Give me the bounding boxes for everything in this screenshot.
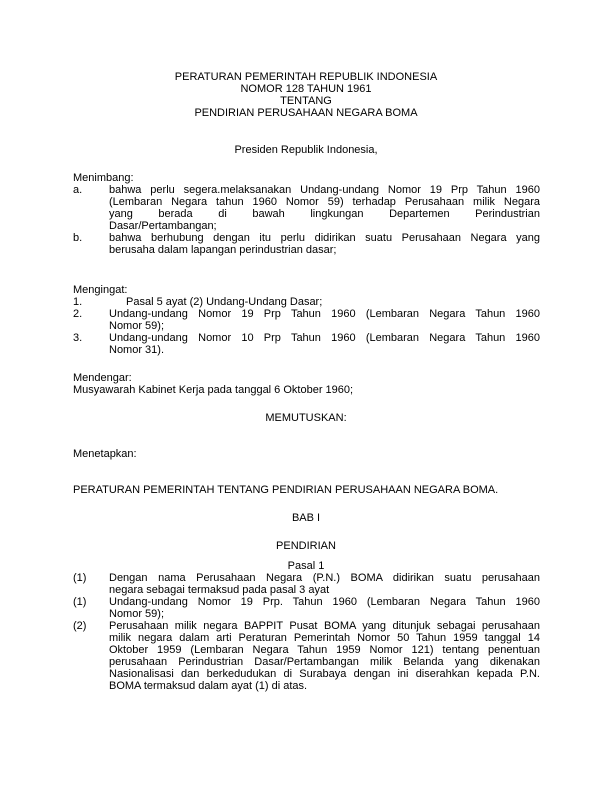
list-item-text: (Lembaran Negara tahun 1960 Nomor 59) terhadap Perusahaan milik Negara xyxy=(109,196,540,208)
section-heading: Menimbang: xyxy=(73,172,134,184)
list-marker: 1. xyxy=(73,296,83,308)
list-marker: (1) xyxy=(73,596,87,608)
list-item-text: Undang-undang Nomor 19 Prp Tahun 1960 (Lembaran Negara Tahun 1960 xyxy=(109,308,540,320)
list-item-text: Dengan nama Perusahaan Negara (P.N.) BOMA didirikan suatu perusahaan xyxy=(109,572,540,584)
article-heading: Pasal 1 xyxy=(287,560,325,572)
list-item-text: Nomor 31). xyxy=(109,344,165,356)
list-item-text: milik negara dalam arti Peraturan Pemerintah Nomor 50 Tahun 1959 tanggal 14 xyxy=(109,632,540,644)
list-item-text: Undang-undang Nomor 19 Prp. Tahun 1960 (Lembaran Negara Tahun 1960 xyxy=(109,596,540,608)
list-item-text: Nomor 59); xyxy=(109,320,165,332)
president-line: Presiden Republik Indonesia, xyxy=(234,144,378,156)
section-heading: Mendengar: xyxy=(73,372,132,384)
mendengar-text: Musyawarah Kabinet Kerja pada tanggal 6 Oktober 1960; xyxy=(73,384,354,396)
list-marker: 3. xyxy=(73,332,83,344)
list-item-text: Undang-undang Nomor 10 Prp Tahun 1960 (Lembaran Negara Tahun 1960 xyxy=(109,332,540,344)
list-item-text: Nomor 59); xyxy=(109,608,165,620)
list-item-text: Oktober 1959 (Lembaran Negara Tahun 1959 Nomor 121) tentang penentuan xyxy=(109,644,540,656)
section-heading: Menetapkan: xyxy=(73,448,137,460)
list-item-text: bahwa berhubung dengan itu perlu didirikan suatu Perusahaan Negara yang xyxy=(109,232,540,244)
list-marker: (1) xyxy=(73,572,87,584)
list-item-text: BOMA termaksud dalam ayat (1) di atas. xyxy=(109,680,308,692)
list-marker: (2) xyxy=(73,620,87,632)
chapter-number: BAB I xyxy=(291,512,321,524)
title-line: TENTANG xyxy=(280,95,332,107)
list-marker: a. xyxy=(73,184,83,196)
list-item-text: berusaha dalam lapangan perindustrian dasar; xyxy=(109,244,337,256)
memutuskan-heading: MEMUTUSKAN: xyxy=(265,412,347,424)
list-item-text: yang berada di bawah lingkungan Departemen Perindustrian xyxy=(109,208,540,220)
list-marker: 2. xyxy=(73,308,83,320)
list-item-text: Perusahaan milik negara BAPPIT Pusat BOMA yang ditunjuk sebagai perusahaan xyxy=(109,620,540,632)
title-line: NOMOR 128 TAHUN 1961 xyxy=(240,83,372,95)
list-item-text: perusahaan Perindustrian Dasar/Pertambangan milik Belanda yang dikenakan xyxy=(109,656,540,668)
chapter-title: PENDIRIAN xyxy=(276,540,336,552)
list-item-text: negara sebagai termaksud pada pasal 3 ayat xyxy=(109,584,330,596)
list-item-text: Nasionalisasi dan berkedudukan di Surabaya dengan ini diserahkan kepada P.N. xyxy=(109,668,540,680)
list-marker: b. xyxy=(73,232,83,244)
title-line: PERATURAN PEMERINTAH REPUBLIK INDONESIA xyxy=(174,71,438,83)
list-item-text: Pasal 5 ayat (2) Undang-Undang Dasar; xyxy=(126,296,323,308)
list-item-text: Dasar/Pertambangan; xyxy=(109,220,217,232)
list-item-text: bahwa perlu segera.melaksanakan Undang-undang Nomor 19 Prp Tahun 1960 xyxy=(109,184,540,196)
title-line: PENDIRIAN PERUSAHAAN NEGARA BOMA xyxy=(194,107,418,119)
menetapkan-text: PERATURAN PEMERINTAH TENTANG PENDIRIAN PERUSAHAAN NEGARA BOMA. xyxy=(73,484,499,496)
section-heading: Mengingat: xyxy=(73,284,128,296)
